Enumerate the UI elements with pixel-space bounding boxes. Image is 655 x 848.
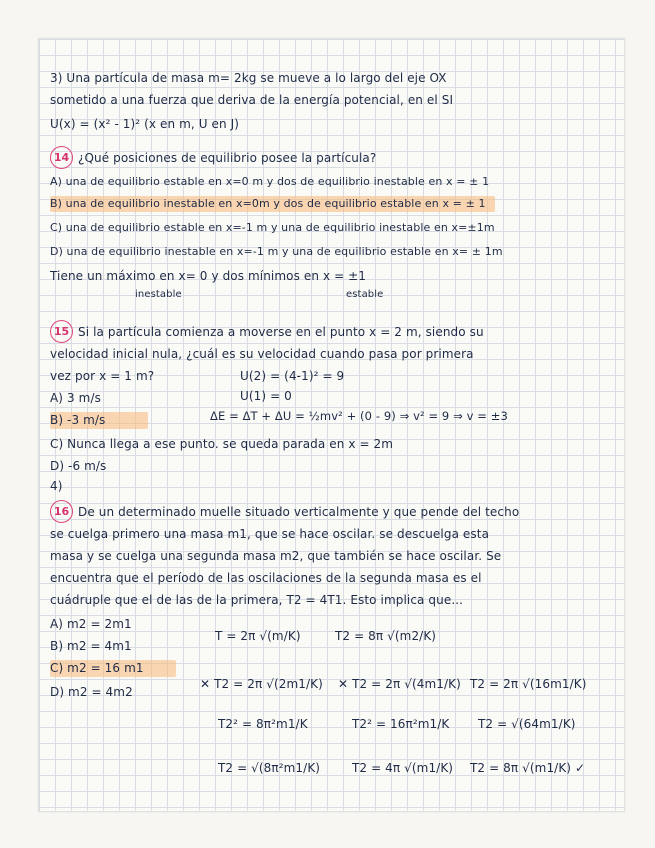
- work-row3-col1: T2 = √(8π²m1/K): [218, 761, 321, 775]
- q14-note: Tiene un máximo en x= 0 y dos mínimos en x = ±1: [50, 269, 367, 283]
- work-row1-col3: T2 = 2π √(16m1/K): [470, 677, 587, 691]
- q14-note-estable: estable: [346, 289, 384, 300]
- q14-option-d: D) una de equilibrio inestable en x=-1 m y una de equilibrio estable en x= ± 1m: [50, 245, 503, 258]
- q15-calc1: U(2) = (4-1)² = 9: [240, 369, 345, 383]
- q15-calc2: U(1) = 0: [240, 389, 292, 403]
- q16-option-c: C) m2 = 16 m1: [50, 661, 144, 675]
- work-row2-col2: T2² = 16π²m1/K: [352, 717, 450, 731]
- q14-note-inestable: inestable: [135, 289, 182, 300]
- q3-line1: 3) Una partícula de masa m= 2kg se mueve a lo largo del eje OX: [50, 71, 447, 85]
- q16-line5: cuádruple que el de las de la primera, T2 = 4T1. Esto implica que...: [50, 593, 464, 607]
- work-row1-col2: ✕ T2 = 2π √(4m1/K): [338, 677, 461, 691]
- q14-option-b: B) una de equilibrio inestable en x=0m y dos de equilibrio estable en x = ± 1: [50, 197, 486, 210]
- q16-option-a: A) m2 = 2m1: [50, 617, 132, 631]
- work-row2-col1: T2² = 8π²m1/K: [218, 717, 308, 731]
- q16-option-d: D) m2 = 4m2: [50, 685, 133, 699]
- q16-line1: De un determinado muelle situado verticalmente y que pende del techo: [78, 505, 520, 519]
- q16-option-b: B) m2 = 4m1: [50, 639, 132, 653]
- q16-number-circle: 16: [50, 500, 73, 523]
- q3-line2: sometido a una fuerza que deriva de la energía potencial, en el SI: [50, 93, 454, 107]
- q3-line3: U(x) = (x² - 1)² (x en m, U en J): [50, 117, 240, 131]
- work-period-t2: T2 = 8π √(m2/K): [335, 629, 437, 643]
- q16-line3: masa y se cuelga una segunda masa m2, que también se hace oscilar. Se: [50, 549, 502, 563]
- q14-number-circle: 14: [50, 146, 73, 169]
- work-period-formula: T = 2π √(m/K): [215, 629, 301, 643]
- q15-option-d: D) -6 m/s: [50, 459, 107, 473]
- work-row1-col1: ✕ T2 = 2π √(2m1/K): [200, 677, 323, 691]
- q16-line2: se cuelga primero una masa m1, que se hace oscilar. se descuelga esta: [50, 527, 490, 541]
- q4-label: 4): [50, 479, 63, 493]
- q14-option-c: C) una de equilibrio estable en x=-1 m y una de equilibrio inestable en x=±1m: [50, 221, 495, 234]
- q15-option-b: B) -3 m/s: [50, 413, 106, 427]
- q14-question: ¿Qué posiciones de equilibrio posee la partícula?: [78, 151, 377, 165]
- work-row2-col3: T2 = √(64m1/K): [478, 717, 576, 731]
- q15-option-c: C) Nunca llega a ese punto. se queda parada en x = 2m: [50, 437, 394, 451]
- q15-calc3: ΔE = ΔT + ΔU = ½mv² + (0 - 9) ⇒ v² = 9 ⇒ v = ±3: [210, 409, 508, 423]
- q15-number-circle: 15: [50, 320, 73, 343]
- work-row3-col3: T2 = 8π √(m1/K) ✓: [470, 761, 586, 775]
- q14-option-a: A) una de equilibrio estable en x=0 m y dos de equilibrio inestable en x = ± 1: [50, 175, 490, 188]
- q15-question-line3: vez por x = 1 m?: [50, 369, 155, 383]
- q16-line4: encuentra que el período de las oscilaciones de la segunda masa es el: [50, 571, 482, 585]
- q15-option-a: A) 3 m/s: [50, 391, 101, 405]
- work-row3-col2: T2 = 4π √(m1/K): [352, 761, 454, 775]
- q15-question-line1: Si la partícula comienza a moverse en el punto x = 2 m, siendo su: [78, 325, 484, 339]
- q15-question-line2: velocidad inicial nula, ¿cuál es su velocidad cuando pasa por primera: [50, 347, 474, 361]
